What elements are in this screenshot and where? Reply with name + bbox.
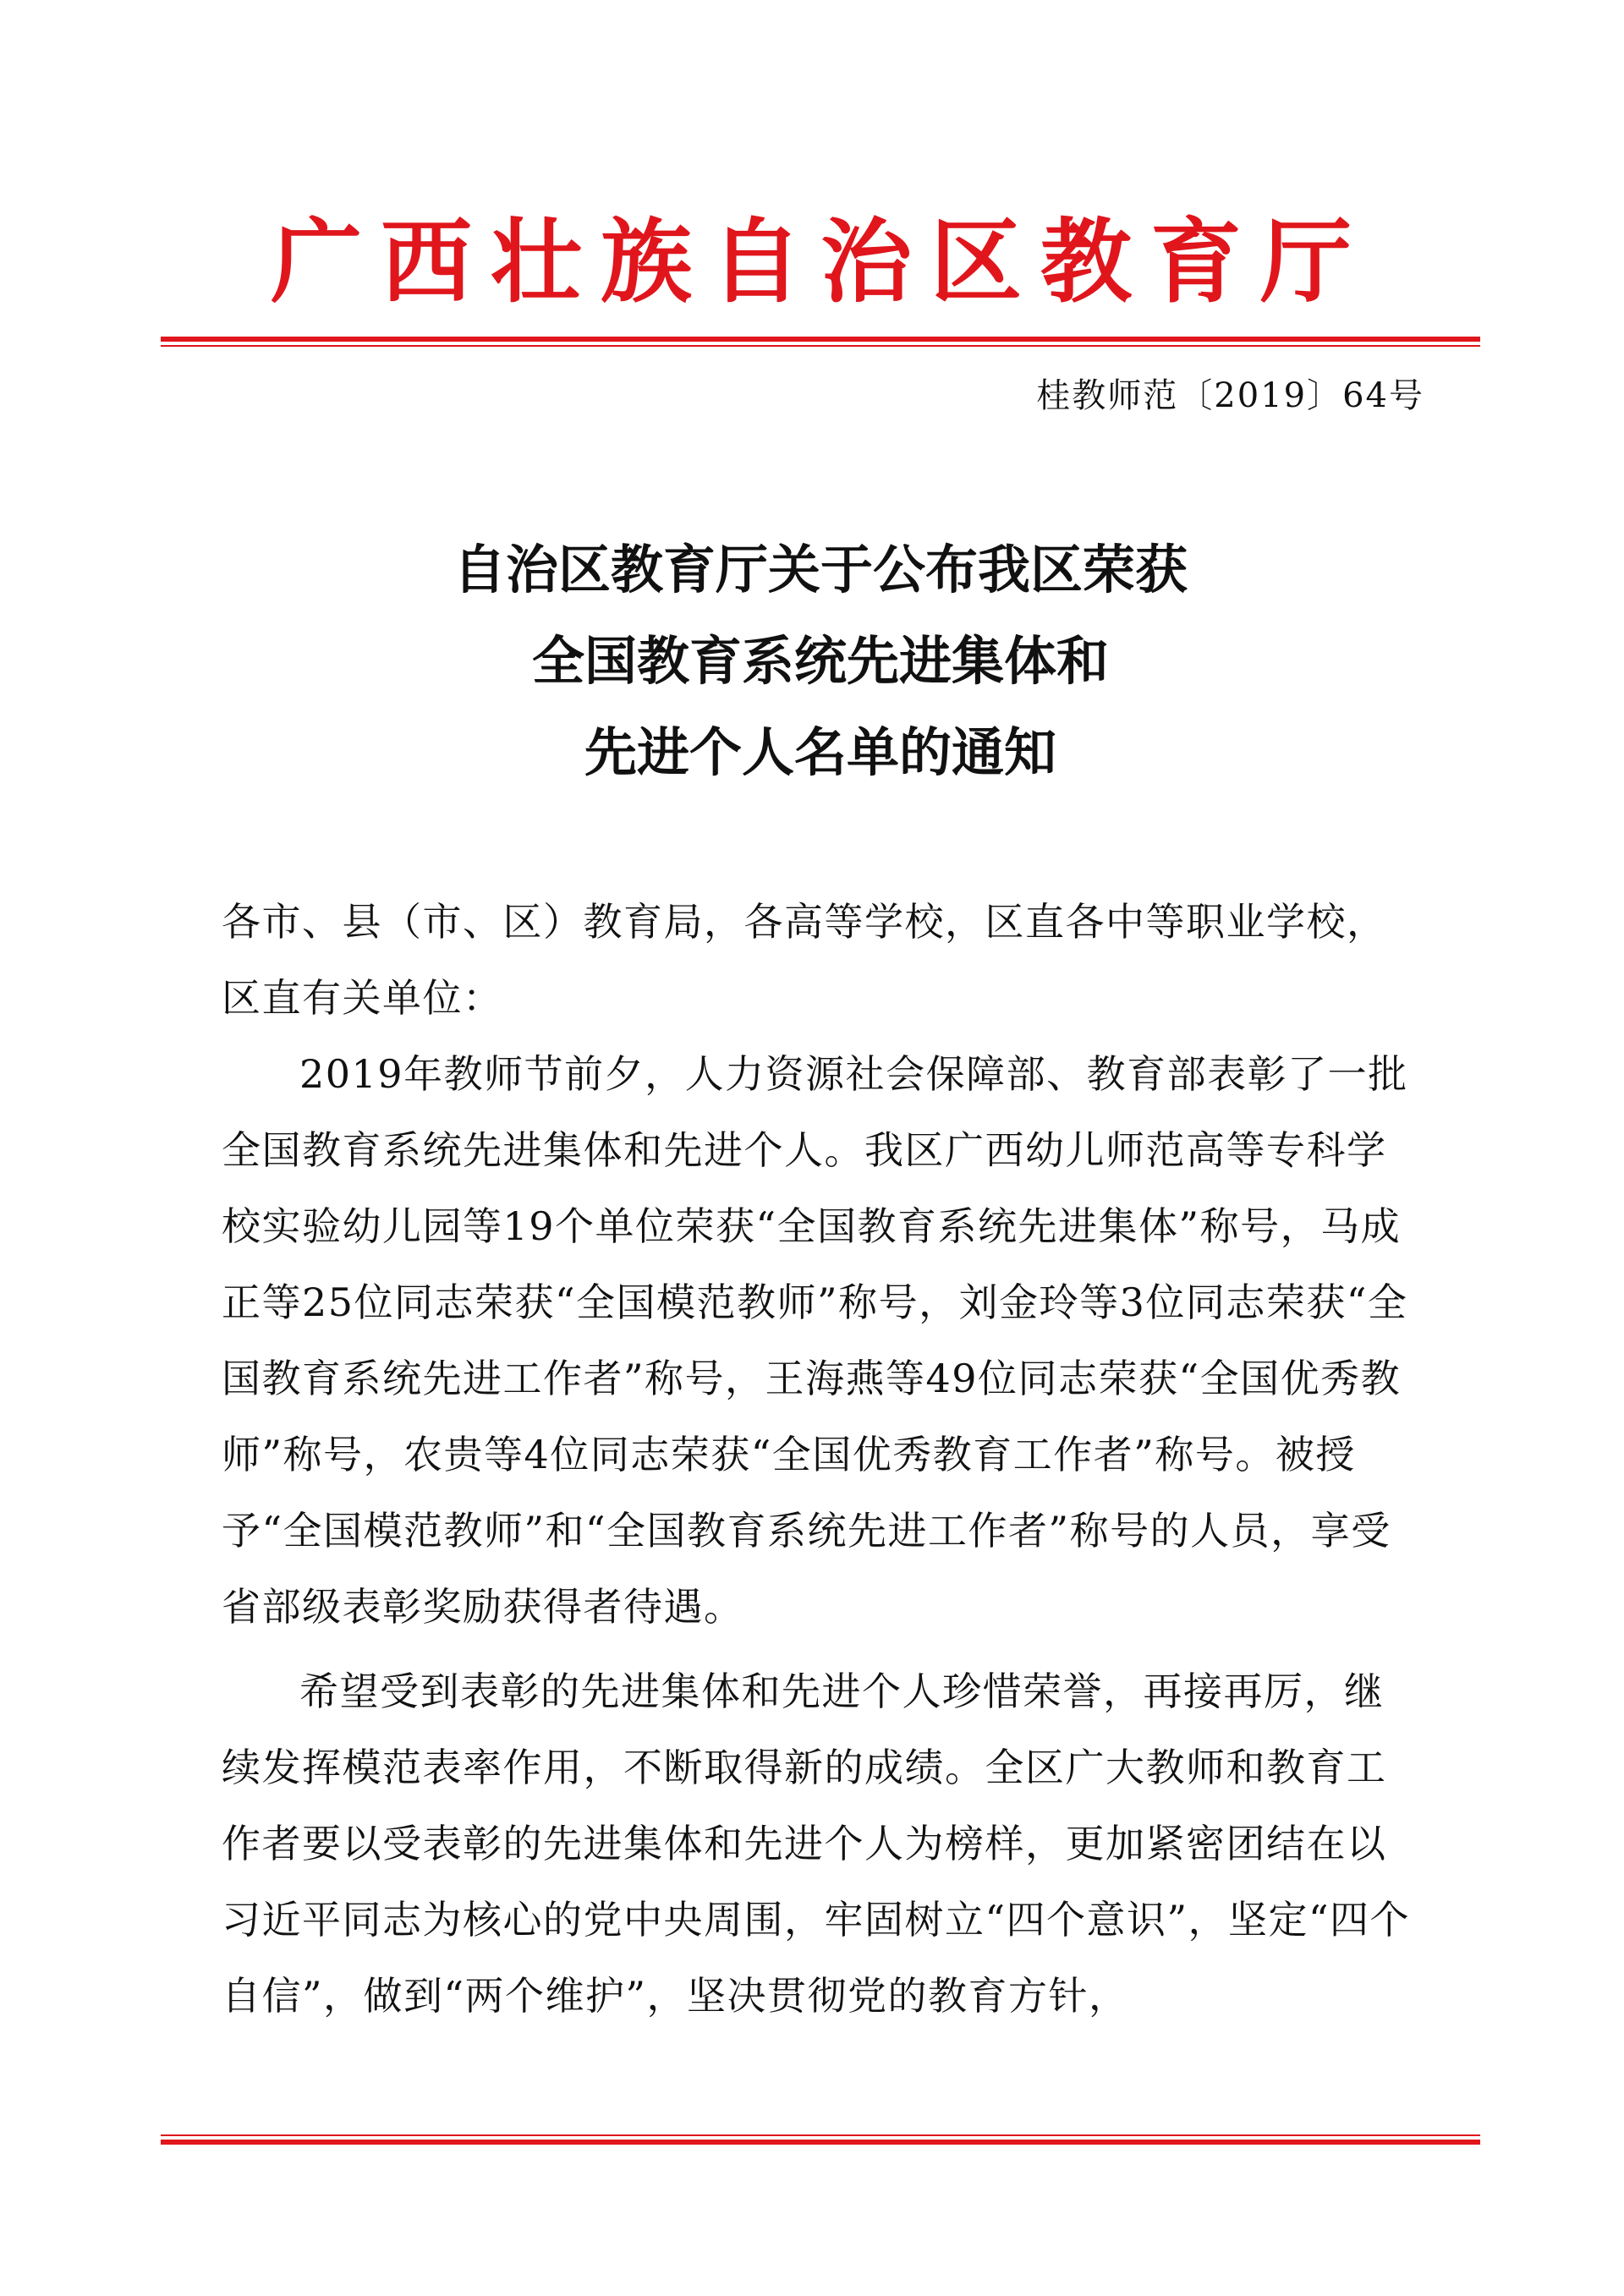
footer-red-rule: [161, 2134, 1480, 2145]
title-line: 全国教育系统先进集体和: [531, 630, 1109, 692]
body-paragraph: 希望受到表彰的先进集体和先进个人珍惜荣誉，再接再厉，继续发挥模范表率作用，不断取得新的成绩。全区广大教师和教育工作者要以受表彰的先进集体和先进个人为榜样，更加紧密团结在以习近平同志为核心的党中央周围，牢固树立“四个意识”，坚定“四个自信”，做到“两个维护”，坚决贯彻党的教育方针，: [222, 1669, 1411, 2019]
masthead-organization: 广西壮族自治区教育厅: [270, 209, 1370, 315]
body-paragraph: 2019年教师节前夕，人力资源社会保障部、教育部表彰了一批全国教育系统先进集体和先进个人。我区广西幼儿师范高等专科学校实验幼儿园等19个单位荣获“全国教育系统先进集体”称号，马成正等25位同志荣获“全国模范教师”称号，刘金玲等3位同志荣获“全国教育系统先进工作者”称号，王海燕等49位同志荣获“全国优秀教师”称号，农贵等4位同志荣获“全国优秀教育工作者”称号。被授予“全国模范教师”和“全国教育系统先进工作者”称号的人员，享受省部级表彰奖励获得者待遇。: [222, 1051, 1408, 1630]
document-number: 桂教师范〔2019〕64号: [1036, 376, 1424, 415]
document-body: [222, 884, 1423, 2034]
title-line: 自治区教育厅关于公布我区荣获: [453, 539, 1188, 600]
addressee: 各市、县（市、区）教育局，各高等学校，区直各中等职业学校，区直有关单位：: [222, 899, 1387, 1021]
document-title: [161, 524, 1480, 798]
title-line: 先进个人名单的通知: [584, 721, 1056, 783]
red-rule-thin: [161, 345, 1480, 347]
masthead-red-rule: [161, 337, 1480, 347]
red-rule-thick: [161, 2140, 1480, 2145]
